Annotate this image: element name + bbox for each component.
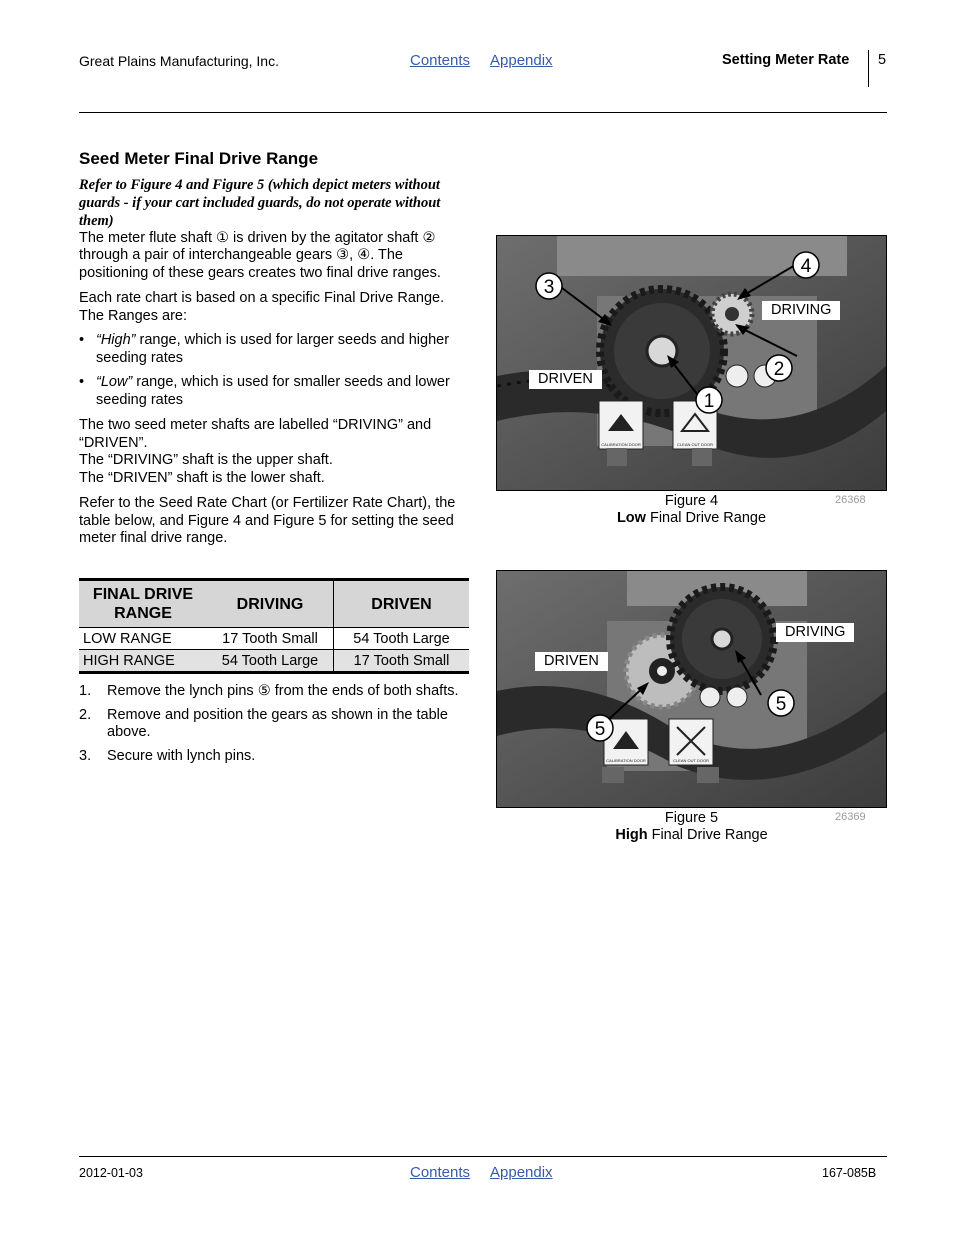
footer-contents-link[interactable]: Contents: [410, 1164, 471, 1181]
paragraph-refer-chart: Refer to the Seed Rate Chart (or Fertilizer Rate Chart), the table below, and Figure 4 and Figure 5 for setting the seed meter final drive range.: [79, 495, 456, 546]
figure-4-caption-title: [496, 510, 887, 527]
company-name: Great Plains Manufacturing, Inc.: [79, 53, 279, 69]
footer-doc-number: 167-085B: [822, 1166, 877, 1180]
callout-5-icon: [768, 690, 794, 716]
col-header-driven: DRIVEN: [334, 580, 470, 628]
figure-4-caption-number: Figure 4: [664, 493, 719, 509]
steps-list: [79, 683, 471, 765]
paragraph-gears: The meter flute shaft ① is driven by the agitator shaft ② through a pair of interchangeable gears ③, ④. The positioning of these gears creates two final drive ranges.: [79, 229, 441, 281]
header-rule: [79, 112, 887, 113]
table-cell: LOW RANGE: [79, 628, 207, 650]
step-text: Remove and position the gears as shown in the table above.: [107, 706, 448, 740]
table-cell: 54 Tooth Large: [207, 650, 334, 673]
table-header-row: [79, 580, 469, 628]
decal-label: CLEAN OUT DOOR: [673, 758, 709, 763]
step-number: 2.: [79, 706, 92, 723]
figure-4-photo: [496, 235, 887, 491]
figure-5-caption-rest: Final Drive Range: [647, 827, 768, 843]
svg-text:4: 4: [800, 256, 812, 277]
paragraph-driving-shaft: The “DRIVING” shaft is the upper shaft.: [79, 452, 333, 468]
step-text: Remove the lynch pins ⑤ from the ends of both shafts.: [107, 683, 459, 699]
table-row: [79, 628, 469, 650]
label-driving: DRIVING: [762, 301, 840, 320]
paragraph-driven-shaft: The “DRIVEN” shaft is the lower shaft.: [79, 469, 325, 486]
col-header-driving: DRIVING: [207, 580, 334, 628]
callout-5-icon: [587, 715, 613, 741]
steps-block: [79, 683, 471, 771]
header-contents-link[interactable]: Contents: [410, 52, 471, 69]
page-number: 5: [878, 52, 887, 68]
drive-range-table: [79, 578, 469, 674]
figure-4-id: 26368: [835, 494, 866, 506]
left-column: [79, 150, 471, 548]
table-cell: 17 Tooth Small: [334, 650, 470, 673]
label-driven: DRIVEN: [529, 370, 602, 389]
bullet-dot: •: [79, 374, 85, 390]
figure-5-caption-title: [496, 827, 887, 844]
callout-3-icon: [536, 273, 562, 299]
section-name: Setting Meter Rate: [722, 52, 850, 68]
figure-5-illustration: [497, 571, 886, 807]
decal-label: CALIBRATION DOOR: [601, 442, 641, 447]
bullet-term: “High”: [96, 332, 136, 348]
step-number: 1.: [79, 683, 92, 699]
svg-text:3: 3: [543, 277, 555, 298]
col-header-range: FINAL DRIVE RANGE: [79, 580, 207, 628]
list-item: [79, 748, 471, 766]
table-cell: 17 Tooth Small: [207, 628, 334, 650]
bullet-term: “Low”: [96, 374, 133, 390]
header-separator: [868, 50, 869, 87]
paragraph-shaft-labels: The two seed meter shafts are labelled “DRIVING” and “DRIVEN”.: [79, 417, 432, 451]
callout-2-icon: [766, 355, 792, 381]
callout-4-icon: [793, 252, 819, 278]
footer-rule: [79, 1156, 887, 1157]
figure-4-caption-bold: Low: [616, 510, 646, 526]
callout-1-icon: [696, 387, 722, 413]
figure-4-illustration: [497, 236, 886, 490]
figure-5-caption-bold: High: [615, 827, 648, 843]
bullet-high: [79, 332, 471, 367]
decal-label: CALIBRATION DOOR: [606, 758, 646, 763]
figure-5-caption-number: Figure 5: [664, 810, 719, 826]
guard-note: Refer to Figure 4 and Figure 5 (which depict meters without guards - if your cart included guards, do not operate without them): [79, 176, 441, 229]
label-driven: DRIVEN: [535, 652, 608, 671]
label-driving: DRIVING: [776, 623, 854, 642]
svg-text:5: 5: [594, 719, 606, 740]
step-number: 3.: [79, 747, 92, 764]
bullet-dot: •: [79, 332, 85, 348]
table-row: [79, 650, 469, 673]
table-cell: 54 Tooth Large: [334, 628, 470, 650]
figure-4-caption-rest: Final Drive Range: [645, 510, 767, 526]
step-text: Secure with lynch pins.: [107, 747, 256, 764]
footer-date: 2012-01-03: [79, 1166, 143, 1180]
figure-4-caption: [496, 493, 887, 527]
figure-5-caption: [496, 810, 887, 844]
drive-range-table-wrap: [79, 578, 469, 674]
section-title: Seed Meter Final Drive Range: [79, 149, 319, 168]
svg-text:1: 1: [703, 391, 715, 412]
table-cell: HIGH RANGE: [79, 650, 207, 673]
svg-text:5: 5: [775, 694, 787, 715]
bullet-text: range, which is used for smaller seeds and lower seeding rates: [96, 374, 450, 408]
figure-5-id: 26369: [835, 811, 866, 823]
figure-5-photo: [496, 570, 887, 808]
decal-label: CLEAN OUT DOOR: [677, 442, 713, 447]
list-item: [79, 707, 471, 742]
bullet-text: range, which is used for larger seeds and higher seeding rates: [96, 332, 450, 366]
svg-text:2: 2: [773, 359, 785, 380]
footer-appendix-link[interactable]: Appendix: [490, 1164, 553, 1181]
list-item: [79, 683, 471, 701]
bullet-low: [79, 374, 471, 409]
paragraph-ranges: Each rate chart is based on a specific Final Drive Range. The Ranges are:: [79, 290, 445, 324]
header-appendix-link[interactable]: Appendix: [490, 52, 553, 69]
